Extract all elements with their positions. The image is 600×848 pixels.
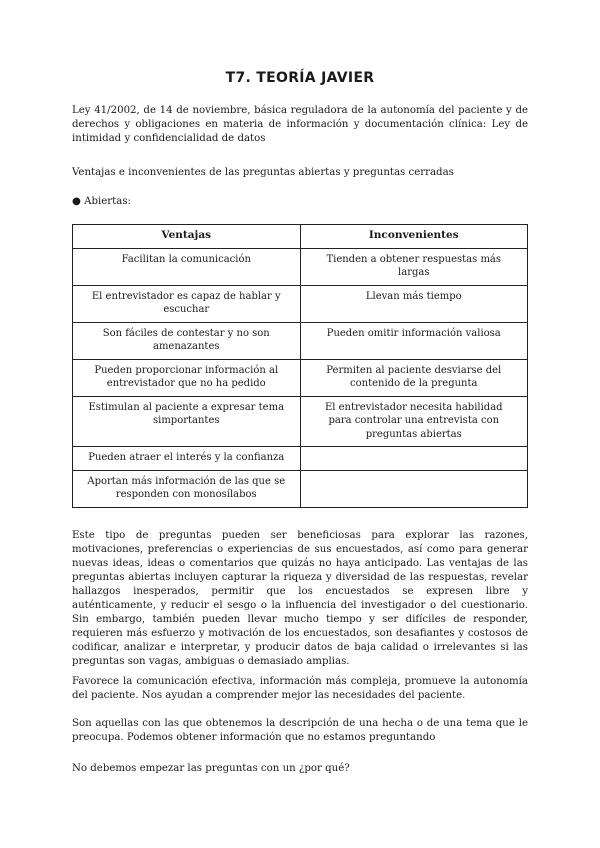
header-ventajas: Ventajas (73, 225, 301, 249)
table-cell: Llevan más tiempo (300, 285, 528, 322)
table-header-row (73, 225, 528, 249)
body-paragraph: Favorece la comunicación efectiva, información más compleja, promueve la autonomía del paciente. Nos ayudan a comprender mejor las necesidades del paciente. (72, 676, 528, 701)
table-cell (300, 447, 528, 471)
table-cell: Tienden a obtener respuestas más largas (300, 248, 528, 285)
table-cell (300, 470, 528, 507)
intro-paragraph: Ley 41/2002, de 14 de noviembre, básica reguladora de la autonomía del paciente y de derechos y obligaciones en materia de información y documentación clínica: Ley de intimidad y confidencialidad de datos (72, 105, 528, 144)
table-row (73, 248, 528, 285)
page-title: T7. TEORÍA JAVIER (225, 70, 375, 86)
table-cell: Facilitan la comunicación (73, 248, 301, 285)
bullet-abiertas: ● Abiertas: (72, 196, 131, 207)
table-row (73, 470, 528, 507)
table-cell: Son fáciles de contestar y no son amenazantes (73, 322, 301, 359)
body-paragraph: No debemos empezar las preguntas con un ¿por qué? (72, 763, 350, 774)
table-row (73, 447, 528, 471)
table-cell: Permiten al paciente desviarse del contenido de la pregunta (300, 359, 528, 396)
table-cell: El entrevistador es capaz de hablar y escuchar (73, 285, 301, 322)
table-cell: Pueden atraer el interés y la confianza (73, 447, 301, 471)
table-row (73, 285, 528, 322)
table-cell: Aportan más información de las que se responden con monosílabos (73, 470, 301, 507)
body-paragraph: Son aquellas con las que obtenemos la descripción de una hecha o de una tema que le preocupa. Podemos obtener información que no estamos preguntando (72, 718, 528, 743)
table-cell: Pueden omitir información valiosa (300, 322, 528, 359)
pros-cons-table-wrapper (72, 224, 528, 508)
table-row (73, 396, 528, 447)
header-inconvenientes: Inconvenientes (300, 225, 528, 249)
table-row (73, 359, 528, 396)
table-row (73, 322, 528, 359)
table-cell: Pueden proporcionar información al entrevistador que no ha pedido (73, 359, 301, 396)
table-cell: El entrevistador necesita habilidad para controlar una entrevista con preguntas abiertas (300, 396, 528, 447)
subheading: Ventajas e inconvenientes de las preguntas abiertas y preguntas cerradas (72, 167, 454, 178)
pros-cons-table (72, 224, 528, 508)
table-cell: Estimulan al paciente a expresar tema simportantes (73, 396, 301, 447)
body-paragraph: Este tipo de preguntas pueden ser beneficiosas para explorar las razones, motivaciones, preferencias o experiencias de sus encuestados, así como para generar nuevas ideas, ideas o comentarios que quizás no haya anticipado. Las ventajas de las preguntas abiertas incluyen capturar la riqueza y diversidad de las respuestas, revelar hallazgos inesperados, permitir que los encuestados se expresen libre y auténticamente, y reducir el sesgo o la influencia del investigador o del cuestionario. Sin embargo, también pueden llevar mucho tiempo y ser difíciles de responder, requieren más esfuerzo y motivación de los encuestados, son desafiantes y costosos de codificar, analizar e interpretar, y producir datos de baja calidad o irrelevantes si las preguntas son vagas, ambiguas o demasiado amplias. (72, 530, 528, 667)
